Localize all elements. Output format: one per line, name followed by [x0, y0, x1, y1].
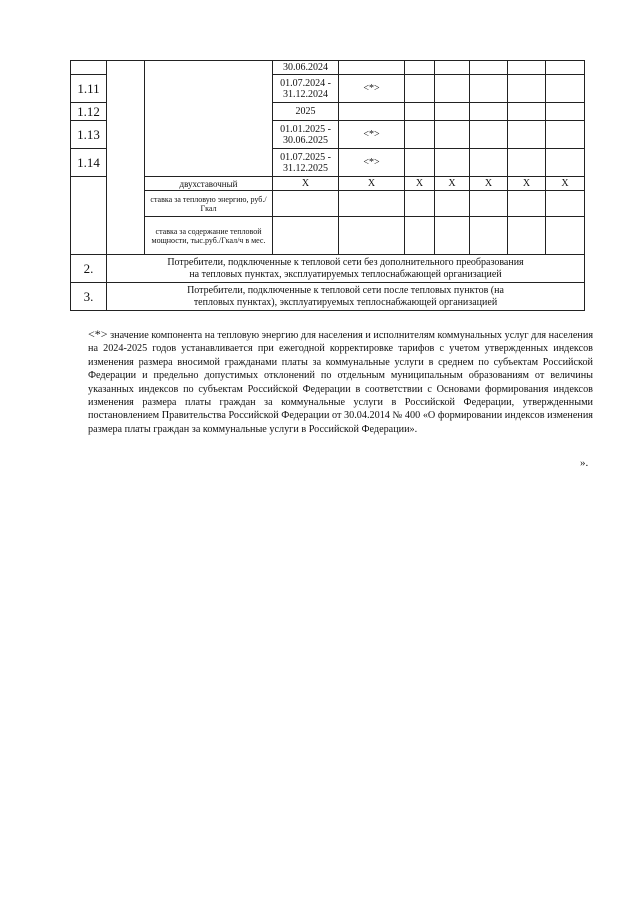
empty-cell [470, 103, 508, 121]
empty-cell [508, 75, 546, 103]
row-number: 1.14 [71, 149, 107, 177]
row-number [71, 61, 107, 75]
empty-cell [405, 61, 435, 75]
x-mark: Х [405, 177, 435, 191]
empty-cell [435, 217, 470, 255]
value-cell: <*> [339, 121, 405, 149]
period-cell: 01.07.2024 - 31.12.2024 [273, 75, 339, 103]
merged-empty-cell [145, 61, 273, 177]
empty-cell [508, 217, 546, 255]
empty-cell [273, 191, 339, 217]
empty-cell [405, 217, 435, 255]
footnote-mark: <*> [88, 327, 108, 341]
table-row [71, 61, 585, 75]
empty-cell [546, 121, 585, 149]
table-row [71, 191, 585, 217]
x-mark: Х [435, 177, 470, 191]
empty-cell [546, 149, 585, 177]
empty-cell [339, 217, 405, 255]
empty-cell [546, 103, 585, 121]
x-mark: Х [470, 177, 508, 191]
section-number: 3. [71, 283, 107, 311]
empty-cell [508, 61, 546, 75]
x-mark: Х [339, 177, 405, 191]
row-number: 1.13 [71, 121, 107, 149]
closing-quote: ». [580, 457, 589, 469]
empty-cell [435, 149, 470, 177]
empty-cell [339, 191, 405, 217]
section-description: Потребители, подключенные к тепловой сети без дополнительного преобразования на тепловых пунктах, эксплуатируемых теплоснабжающей организацией [107, 255, 585, 283]
empty-cell [71, 177, 107, 255]
empty-cell [405, 75, 435, 103]
energy-rate-label: ставка за тепловую энергию, руб./Гкал [145, 191, 273, 217]
empty-cell [546, 191, 585, 217]
period-cell: 01.01.2025 - 30.06.2025 [273, 121, 339, 149]
empty-cell [435, 61, 470, 75]
empty-cell [470, 149, 508, 177]
table-row [71, 255, 585, 283]
x-mark: Х [273, 177, 339, 191]
empty-cell [435, 191, 470, 217]
empty-cell [508, 149, 546, 177]
tariff-table [70, 60, 585, 311]
value-cell [339, 61, 405, 75]
x-mark: Х [546, 177, 585, 191]
empty-cell [546, 61, 585, 75]
empty-cell [546, 217, 585, 255]
table-row [71, 217, 585, 255]
table-row [71, 177, 585, 191]
period-cell: 01.07.2025 - 31.12.2025 [273, 149, 339, 177]
empty-cell [405, 191, 435, 217]
empty-cell [405, 103, 435, 121]
two-rate-label: двухставочный [145, 177, 273, 191]
x-mark: Х [508, 177, 546, 191]
empty-cell [470, 75, 508, 103]
empty-cell [435, 75, 470, 103]
section-description: Потребители, подключенные к тепловой сети после тепловых пунктов (на тепловых пунктах), эксплуатируемых теплоснабжающей организацией [107, 283, 585, 311]
empty-cell [508, 121, 546, 149]
empty-cell [405, 149, 435, 177]
value-cell: <*> [339, 75, 405, 103]
row-number: 1.12 [71, 103, 107, 121]
empty-cell [470, 191, 508, 217]
empty-cell [435, 103, 470, 121]
footnote [88, 328, 593, 436]
period-cell: 2025 [273, 103, 339, 121]
empty-cell [470, 217, 508, 255]
empty-cell [546, 75, 585, 103]
footnote-text: значение компонента на тепловую энергию для населения и исполнителям коммунальных услуг для населения на 2024-2025 годов устанавливается при ежегодной корректировке тарифов с учетом утвержденных индексов изменения размера вносимой гражданами платы за коммунальные услуги в среднем по субъектам Российской Федерации и предельно допустимых отклонений по отдельным муниципальным образованиям от величины указанных индексов по субъектам Российской Федерации в соответствии с Основами формирования индексов изменения размера платы граждан за коммунальные услуги в Российской Федерации, утвержденными постановлением Правительства Российской Федерации от 30.04.2014 № 400 «О формировании индексов изменения размера платы граждан за коммунальные услуги в Российской Федерации». [88, 330, 594, 435]
empty-cell [435, 121, 470, 149]
capacity-rate-label: ставка за содержание тепловой мощности, тыс.руб./Гкал/ч в мес. [145, 217, 273, 255]
table-row [71, 283, 585, 311]
empty-cell [273, 217, 339, 255]
empty-cell [470, 121, 508, 149]
empty-cell [508, 191, 546, 217]
row-number: 1.11 [71, 75, 107, 103]
merged-empty-cell [107, 61, 145, 255]
empty-cell [508, 103, 546, 121]
period-cell: 30.06.2024 [273, 61, 339, 75]
value-cell [339, 103, 405, 121]
section-number: 2. [71, 255, 107, 283]
empty-cell [405, 121, 435, 149]
value-cell: <*> [339, 149, 405, 177]
empty-cell [470, 61, 508, 75]
